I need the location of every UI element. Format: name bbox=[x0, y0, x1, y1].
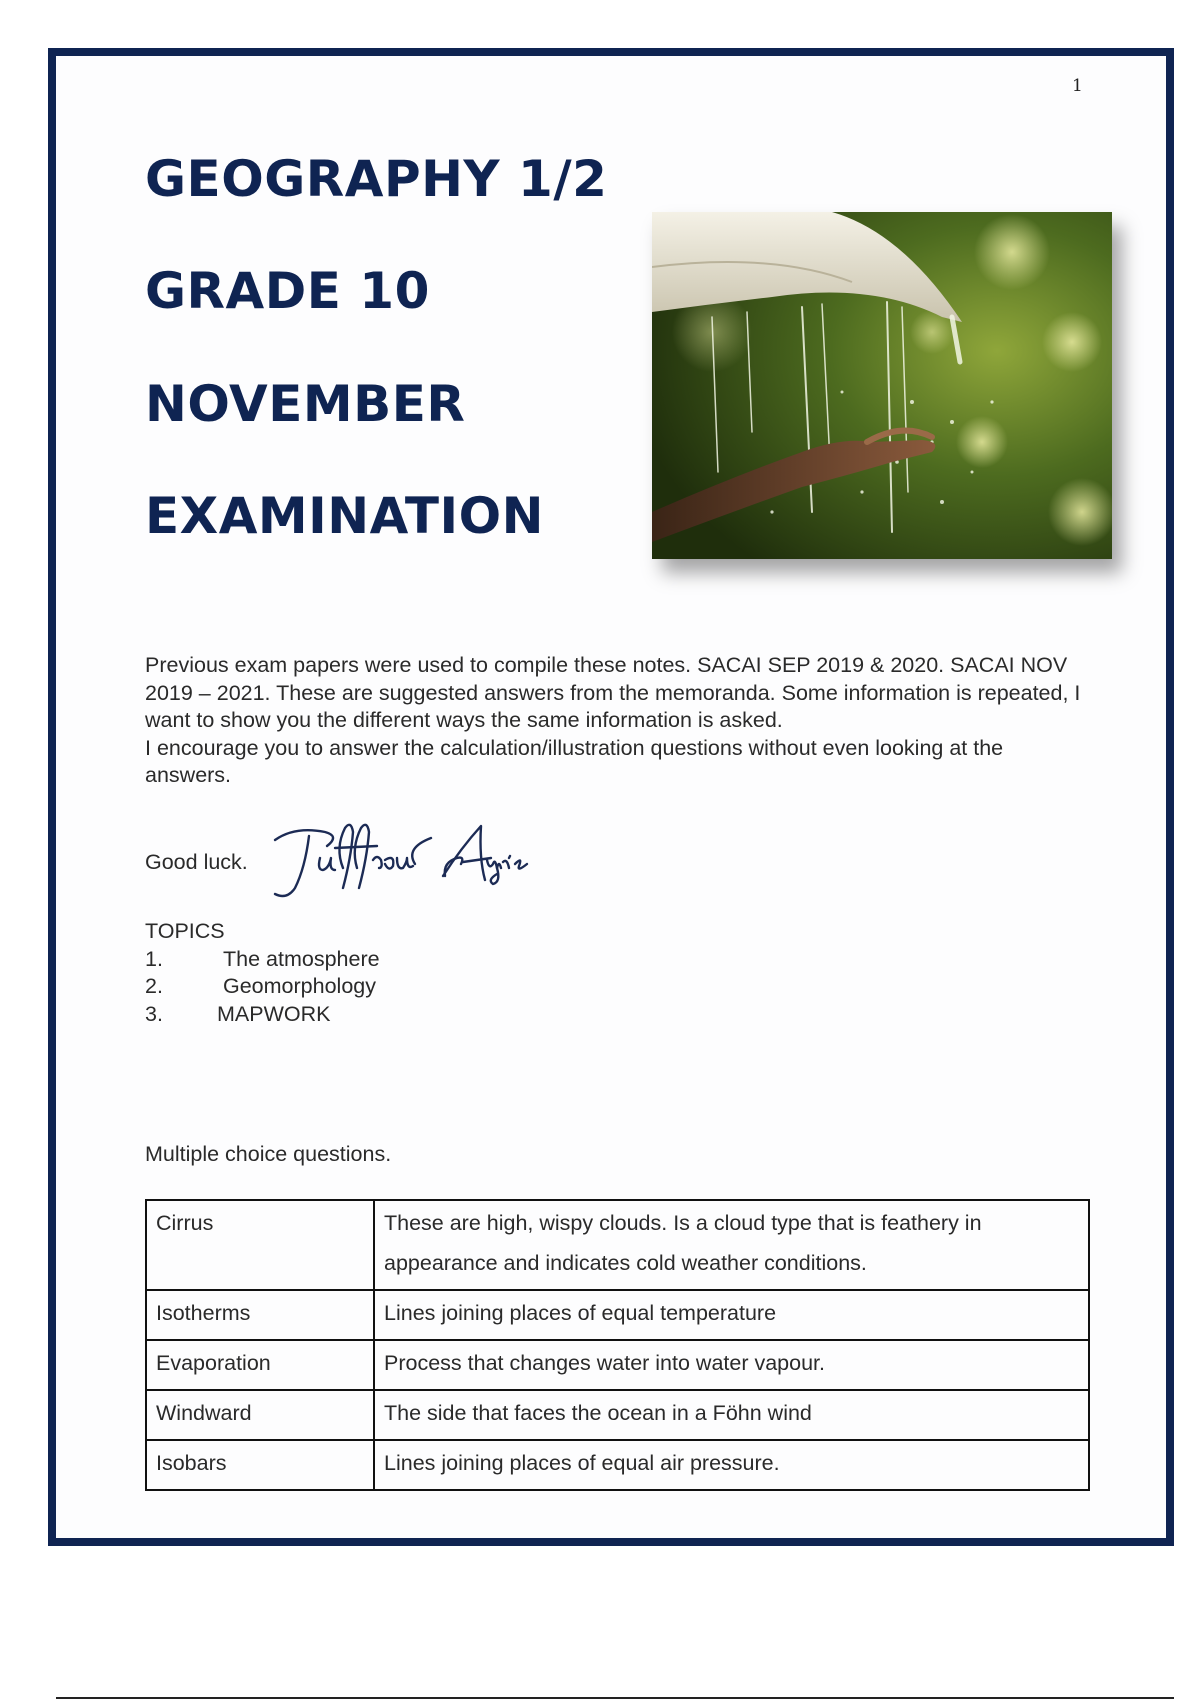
topic-number: 1. bbox=[145, 946, 163, 971]
intro-text bbox=[145, 652, 1090, 790]
topic-label: The atmosphere bbox=[223, 946, 380, 971]
definition-cell: Lines joining places of equal air pressure. bbox=[374, 1440, 1089, 1490]
title-line-exam: EXAMINATION bbox=[145, 487, 544, 545]
topics-heading: TOPICS bbox=[145, 919, 225, 943]
page-number: 1 bbox=[1072, 76, 1083, 96]
definition-cell: Lines joining places of equal temperature bbox=[374, 1290, 1089, 1340]
topic-label: Geomorphology bbox=[223, 974, 376, 998]
topic-item bbox=[145, 973, 380, 1001]
definition-cell: These are high, wispy clouds. Is a cloud type that is feathery in appearance and indicates cold weather conditions. bbox=[374, 1200, 1089, 1290]
multiple-choice-heading: Multiple choice questions. bbox=[145, 1142, 392, 1166]
title-line-month: NOVEMBER bbox=[145, 375, 466, 433]
table-row bbox=[146, 1440, 1089, 1490]
handwritten-signature bbox=[265, 818, 535, 908]
term-cell: Cirrus bbox=[146, 1200, 374, 1290]
topics-list bbox=[145, 918, 380, 1028]
table-row bbox=[146, 1340, 1089, 1390]
terms-definitions-table bbox=[145, 1199, 1090, 1491]
term-cell: Evaporation bbox=[146, 1340, 374, 1390]
term-cell: Windward bbox=[146, 1390, 374, 1440]
table-row bbox=[146, 1290, 1089, 1340]
topic-item bbox=[145, 1001, 380, 1029]
topic-label: MAPWORK bbox=[217, 1001, 331, 1026]
term-cell: Isobars bbox=[146, 1440, 374, 1490]
definition-cell: Process that changes water into water vapour. bbox=[374, 1340, 1089, 1390]
rain-umbrella-photo bbox=[652, 212, 1112, 559]
term-cell: Isotherms bbox=[146, 1290, 374, 1340]
topic-item bbox=[145, 946, 380, 974]
topic-number: 2. bbox=[145, 974, 163, 998]
topic-number: 3. bbox=[145, 1001, 163, 1026]
good-luck-text: Good luck. bbox=[145, 850, 248, 874]
good-luck-row bbox=[145, 818, 605, 908]
intro-paragraph-sources: Previous exam papers were used to compile these notes. SACAI SEP 2019 & 2020. SACAI NOV 2019 – 2021. These are suggested answers from the memoranda. Some information is repeated, I want to show you the different ways the same information is asked. bbox=[145, 653, 1081, 732]
title-line-subject: GEOGRAPHY 1/2 bbox=[145, 150, 608, 208]
definition-cell: The side that faces the ocean in a Föhn wind bbox=[374, 1390, 1089, 1440]
table-row bbox=[146, 1390, 1089, 1440]
intro-paragraph-encouragement: I encourage you to answer the calculation/illustration questions without even looking at the answers. bbox=[145, 735, 1004, 787]
footer-rule bbox=[56, 1697, 1174, 1699]
table-row bbox=[146, 1200, 1089, 1290]
title-line-grade: GRADE 10 bbox=[145, 262, 430, 320]
